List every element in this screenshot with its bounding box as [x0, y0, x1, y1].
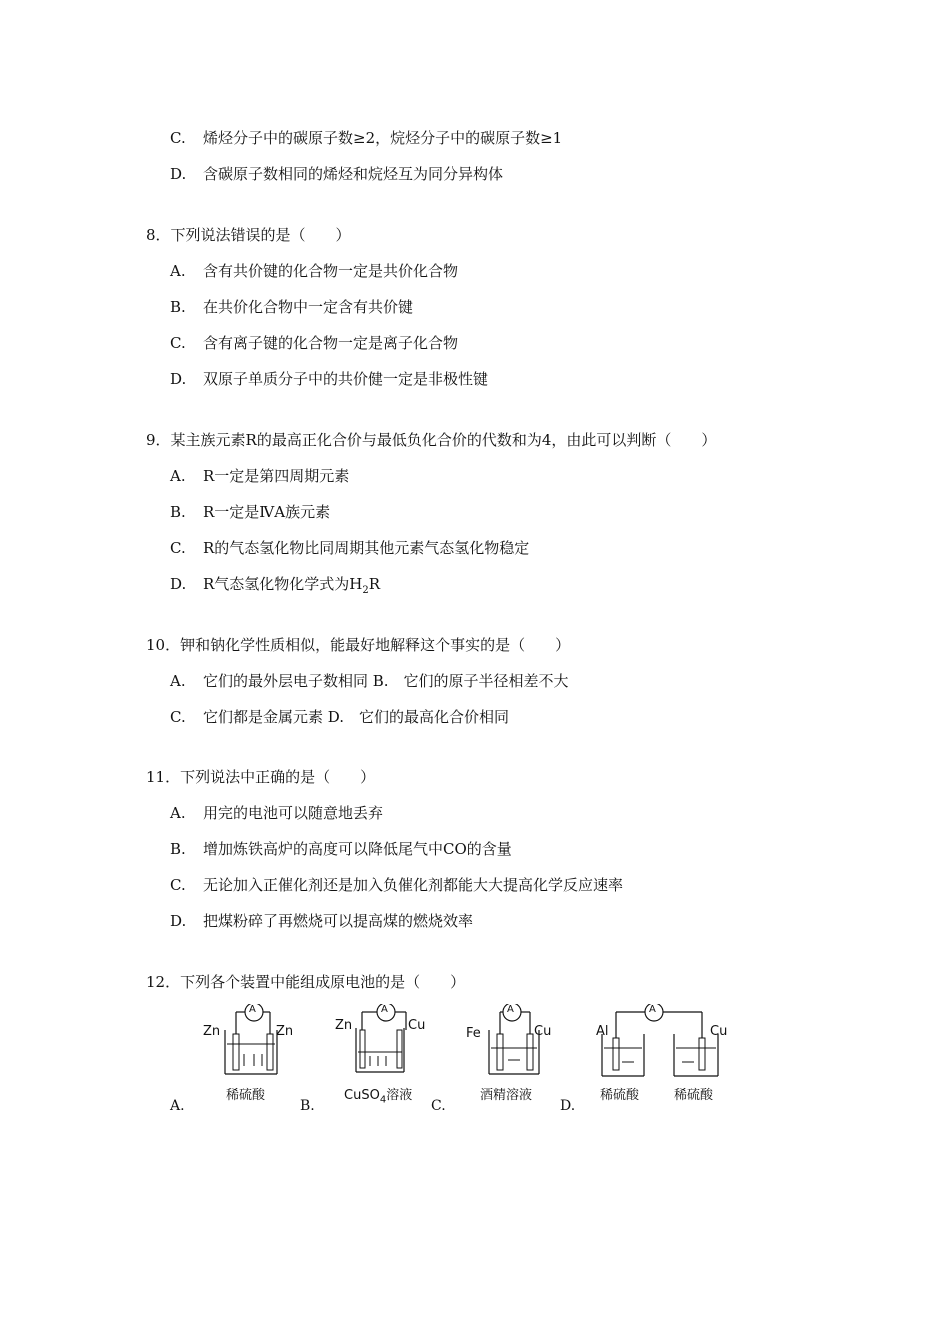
solution-label-right: 稀硫酸	[674, 1088, 714, 1103]
q9-option-d	[170, 574, 380, 594]
q12-choice-d: D.	[560, 1098, 576, 1114]
option-text: 无论加入正催化剂还是加入负催化剂都能大大提高化学反应速率	[203, 876, 624, 894]
option-text: 双原子单质分子中的共价健一定是非极性键	[203, 370, 489, 388]
apparatus-d	[594, 1004, 744, 1103]
ammeter-label: A	[381, 1004, 388, 1015]
solution-formula: CuSO	[344, 1088, 380, 1103]
option-label: A.	[170, 672, 186, 690]
right-electrode-label: Cu	[534, 1024, 552, 1039]
q12-choice-b: B.	[300, 1098, 315, 1114]
q11-option-d	[170, 911, 473, 931]
option-text: 它们的最外层电子数相同 B. 它们的原子半径相差不大	[203, 672, 569, 690]
option-text: 用完的电池可以随意地丢弃	[203, 804, 384, 822]
option-label: C.	[170, 876, 186, 894]
galvanic-cell-diagram	[594, 1004, 744, 1084]
left-electrode-label: Zn	[203, 1024, 221, 1039]
option-label: A.	[170, 467, 186, 485]
option-text: R一定是第四周期元素	[203, 467, 350, 485]
solution-subscript: 4	[379, 1094, 387, 1106]
option-text: 它们都是金属元素 D. 它们的最高化合价相同	[203, 708, 510, 726]
q10-option-ab	[170, 671, 569, 691]
option-label: D.	[170, 912, 187, 930]
q11-option-a	[170, 803, 383, 823]
option-label: D.	[170, 370, 187, 388]
option-label: C.	[170, 539, 186, 557]
q10-stem: 10．钾和钠化学性质相似，能最好地解释这个事实的是（ ）	[146, 636, 571, 654]
ammeter-label: A	[249, 1004, 256, 1015]
option-label: B.	[170, 503, 186, 521]
q8-option-d	[170, 369, 488, 389]
q10-option-cd	[170, 707, 509, 727]
q8-stem: 8．下列说法错误的是（ ）	[146, 226, 351, 244]
option-label: B.	[170, 298, 186, 316]
option-text: R气态氢化物化学式为H	[203, 575, 363, 593]
apparatus-b	[334, 1004, 434, 1106]
galvanic-cell-diagram	[334, 1004, 434, 1084]
q7-option-d	[170, 164, 503, 184]
solution-suffix: 溶液	[386, 1088, 413, 1103]
option-text: 把煤粉碎了再燃烧可以提高煤的燃烧效率	[203, 912, 474, 930]
q12-choice-a: A.	[170, 1098, 185, 1114]
q11-stem: 11．下列说法中正确的是（ ）	[146, 768, 376, 786]
solution-label: 稀硫酸	[226, 1088, 266, 1103]
option-label: C.	[170, 708, 186, 726]
option-text: 含有离子键的化合物一定是离子化合物	[203, 334, 459, 352]
option-label: B.	[170, 840, 186, 858]
option-label: C.	[170, 334, 186, 352]
ammeter-label: A	[649, 1004, 656, 1015]
q7-option-c	[170, 128, 562, 148]
galvanic-cell-diagram	[200, 1004, 300, 1084]
option-label: A.	[170, 262, 186, 280]
apparatus-c	[464, 1004, 564, 1103]
q9-stem: 9．某主族元素R的最高正化合价与最低负化合价的代数和为4，由此可以判断（ ）	[146, 431, 717, 449]
apparatus-a	[200, 1004, 300, 1103]
option-text: 在共价化合物中一定含有共价键	[203, 298, 414, 316]
right-electrode-label: Cu	[408, 1018, 426, 1033]
q11-option-b	[170, 839, 512, 859]
left-electrode-label: Fe	[466, 1026, 481, 1041]
right-electrode-label: Zn	[276, 1024, 294, 1039]
q8-option-a	[170, 261, 458, 281]
option-text: R一定是ⅣA族元素	[203, 503, 331, 521]
option-text: R的气态氢化物比同周期其他元素气态氢化物稳定	[203, 539, 530, 557]
option-text: 增加炼铁高炉的高度可以降低尾气中CO的含量	[203, 840, 512, 858]
right-electrode-label: Cu	[710, 1024, 728, 1039]
q8-option-b	[170, 297, 413, 317]
ammeter-label: A	[507, 1004, 514, 1015]
option-text: 含碳原子数相同的烯烃和烷烃互为同分异构体	[203, 165, 504, 183]
option-label: D.	[170, 575, 187, 593]
q8-option-c	[170, 333, 458, 353]
left-electrode-label: Zn	[335, 1018, 353, 1033]
q9-option-a	[170, 466, 349, 486]
solution-label: 酒精溶液	[480, 1088, 533, 1103]
q9-option-b	[170, 502, 330, 522]
solution-label-left: 稀硫酸	[600, 1088, 640, 1103]
q9-option-c	[170, 538, 529, 558]
option-label: A.	[170, 804, 186, 822]
option-label: C.	[170, 129, 186, 147]
subscript: 2	[362, 585, 369, 596]
left-electrode-label: Al	[596, 1024, 609, 1039]
option-text: 烯烃分子中的碳原子数≥2，烷烃分子中的碳原子数≥1	[203, 129, 563, 147]
option-label: D.	[170, 165, 187, 183]
q11-option-c	[170, 875, 623, 895]
galvanic-cell-diagram	[464, 1004, 564, 1084]
q12-choice-c: C.	[431, 1098, 446, 1114]
solution-label	[344, 1084, 413, 1106]
q12-stem: 12．下列各个装置中能组成原电池的是（ ）	[146, 973, 466, 991]
option-text-after: R	[368, 575, 381, 593]
option-text: 含有共价键的化合物一定是共价化合物	[203, 262, 459, 280]
